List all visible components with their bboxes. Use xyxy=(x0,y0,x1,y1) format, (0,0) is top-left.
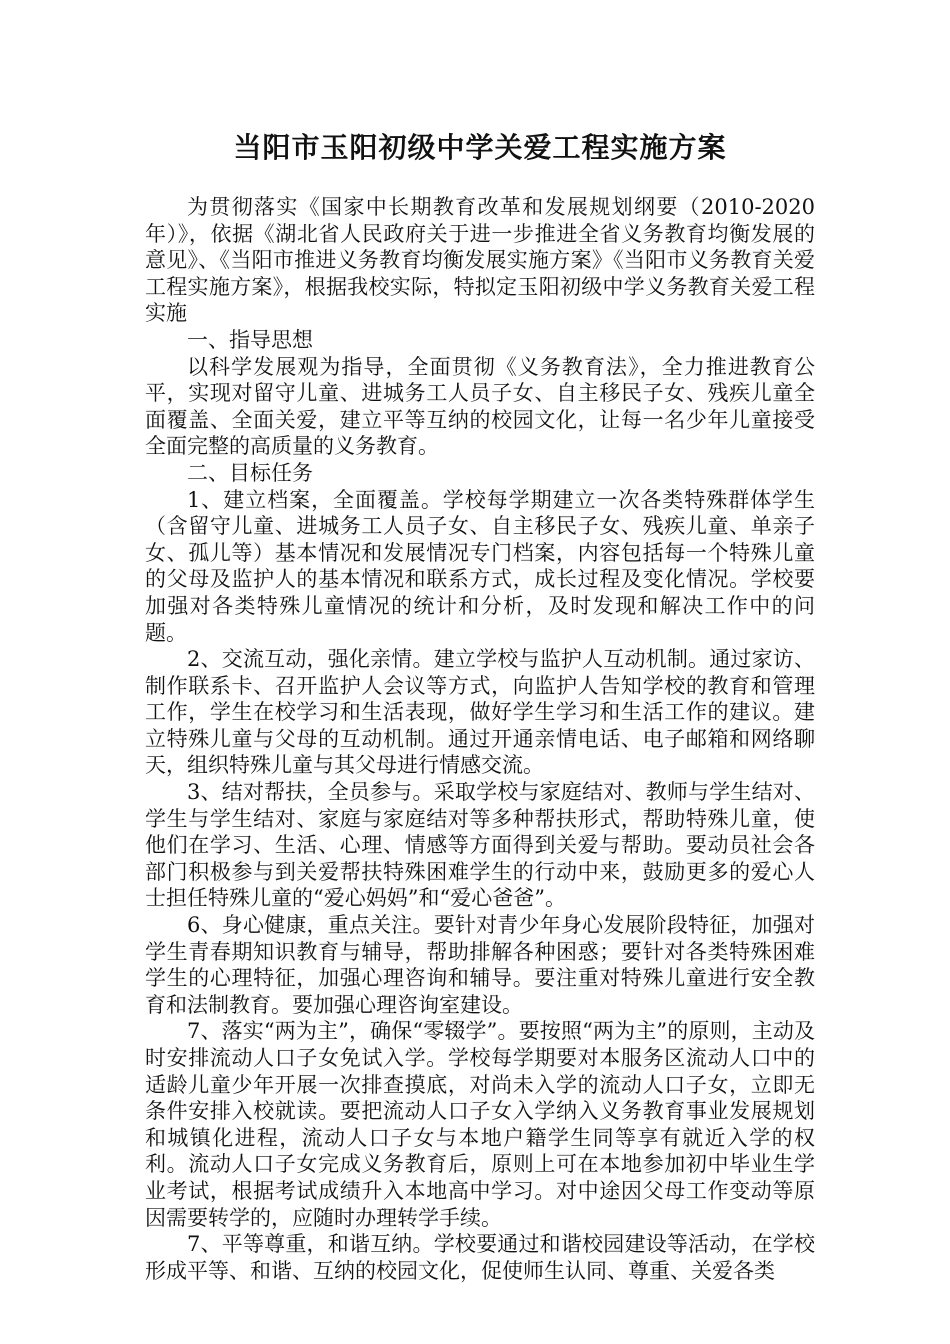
document-title: 当阳市玉阳初级中学关爱工程实施方案 xyxy=(233,131,727,164)
section-heading-guiding-ideology: 一、指导思想 xyxy=(187,327,313,352)
document-body xyxy=(145,128,815,1284)
guiding-ideology-paragraph: 以科学发展观为指导，全面贯彻《义务教育法》，全力推进教育公平，实现对留守儿童、进城务工人员子女、自主移民子女、残疾儿童全面覆盖、全面关爱，建立平等互纳的校园文化，让每一名少年儿童接受全面完整的高质量的义务教育。 xyxy=(145,354,815,459)
task-pairing-support-paragraph: 3、结对帮扶，全员参与。采取学校与家庭结对、教师与学生结对、学生与学生结对、家庭与家庭结对等多种帮扶形式，帮助特殊儿童，使他们在学习、生活、心理、情感等方面得到关爱与帮助。要动员社会各部门积极参与到关爱帮扶特殊困难学生的行动中来，鼓励更多的爱心人士担任特殊儿童的“爱心妈妈”和“爱心爸爸”。 xyxy=(145,780,815,911)
task-archives-paragraph: 1、建立档案，全面覆盖。学校每学期建立一次各类特殊群体学生（含留守儿童、进城务工人员子女、自主移民子女、残疾儿童、单亲子女、孤儿等）基本情况和发展情况专门档案，内容包括每一个特殊儿童的父母及监护人的基本情况和联系方式，成长过程及变化情况。学校要加强对各类特殊儿童情况的统计和分析，及时发现和解决工作中的问题。 xyxy=(145,487,815,645)
task-mental-health-paragraph: 6、身心健康，重点关注。要针对青少年身心发展阶段特征，加强对学生青春期知识教育与辅导，帮助排解各种困惑；要针对各类特殊困难学生的心理特征，加强心理咨询和辅导。要注重对特殊儿童进行安全教育和法制教育。要加强心理咨询室建设。 xyxy=(145,913,815,1017)
task-communication-paragraph: 2、交流互动，强化亲情。建立学校与监护人互动机制。通过家访、制作联系卡、召开监护人会议等方式，向监护人告知学校的教育和管理工作，学生在校学习和生活表现，做好学生学习和生活工作的建议。建立特殊儿童与父母的互动机制。通过开通亲情电话、电子邮箱和网络聊天，组织特殊儿童与其父母进行情感交流。 xyxy=(145,647,815,778)
section-heading-goals-tasks: 二、目标任务 xyxy=(187,460,313,485)
task-enrollment-paragraph: 7、落实“两为主”，确保“零辍学”。要按照“两为主”的原则，主动及时安排流动人口子女免试入学。学校每学期要对本服务区流动人口中的适龄儿童少年开展一次排查摸底，对尚未入学的流动人口子女，立即无条件安排入校就读。要把流动人口子女入学纳入义务教育事业发展规划和城镇化进程，流动人口子女与本地户籍学生同等享有就近入学的权利。流动人口子女完成义务教育后，原则上可在本地参加初中毕业生学业考试，根据考试成绩升入本地高中学习。对中途因父母工作变动等原因需要转学的，应随时办理转学手续。 xyxy=(145,1019,815,1230)
intro-paragraph: 为贯彻落实《国家中长期教育改革和发展规划纲要（2010-2020年）》，依据《湖北省人民政府关于进一步推进全省义务教育均衡发展的意见》、《当阳市推进义务教育均衡发展实施方案》《当阳市义务教育关爱工程实施方案》，根据我校实际，特拟定玉阳初级中学义务教育关爱工程实施 xyxy=(145,195,815,326)
task-equality-paragraph: 7、平等尊重，和谐互纳。学校要通过和谐校园建设等活动，在学校形成平等、和谐、互纳的校园文化，促使师生认同、尊重、关爱各类 xyxy=(145,1232,815,1283)
